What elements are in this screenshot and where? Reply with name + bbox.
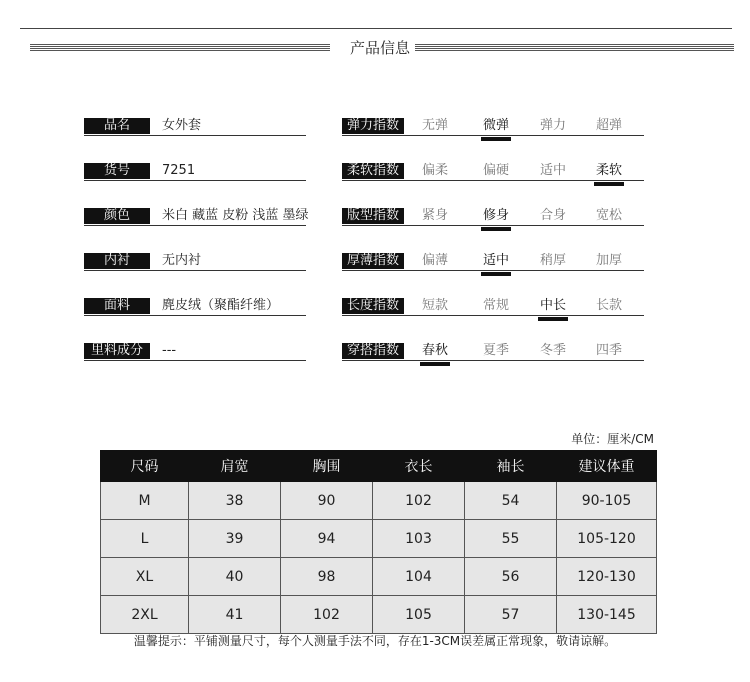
column-header: 肩宽 [189,451,281,482]
index-option: 偏薄 [422,253,449,268]
index-option: 冬季 [540,343,567,358]
index-option: 偏柔 [422,163,449,178]
attribute-label: 面料 [84,298,150,314]
index-label: 穿搭指数 [342,343,404,359]
table-cell: 40 [189,558,281,596]
table-cell: 105-120 [557,520,657,558]
index-label: 长度指数 [342,298,404,314]
index-option: 宽松 [596,208,623,223]
attribute-label: 颜色 [84,208,150,224]
table-cell: 41 [189,596,281,634]
attribute-row [84,298,306,316]
size-table [100,450,657,634]
section-title: 产品信息 [345,39,415,57]
attribute-value: 7251 [162,163,196,178]
attribute-row [84,253,306,271]
column-header: 建议体重 [557,451,657,482]
index-option: 超弹 [596,118,623,133]
index-option-selected: 春秋 [422,343,449,358]
row-underline [84,270,306,271]
index-label: 柔软指数 [342,163,404,179]
column-header: 胸围 [281,451,373,482]
table-cell: 120-130 [557,558,657,596]
row-underline [342,225,644,226]
size-cell: L [101,520,189,558]
index-label: 版型指数 [342,208,404,224]
attribute-value: --- [162,343,177,358]
row-underline [84,360,306,361]
section-title-wrap [30,38,730,58]
index-option: 四季 [596,343,623,358]
table-cell: 130-145 [557,596,657,634]
table-cell: 55 [465,520,557,558]
size-cell: M [101,482,189,520]
index-option-selected: 适中 [483,253,510,268]
attribute-row [84,163,306,181]
row-underline [84,225,306,226]
index-option: 合身 [540,208,567,223]
index-row [342,298,644,316]
attribute-label: 品名 [84,118,150,134]
row-underline [342,270,644,271]
row-underline [84,135,306,136]
attribute-value: 麂皮绒（聚酯纤维） [162,298,280,313]
column-header: 尺码 [101,451,189,482]
table-cell: 94 [281,520,373,558]
attribute-value: 女外套 [162,118,202,133]
index-option: 适中 [540,163,567,178]
table-cell: 56 [465,558,557,596]
unit-label: 单位：厘米/CM [571,432,654,446]
row-underline [84,315,306,316]
index-option: 长款 [596,298,623,313]
index-label: 厚薄指数 [342,253,404,269]
measurement-note: 温馨提示：平铺测量尺寸，每个人测量手法不同，存在1-3CM误差属正常现象，敬请谅解。 [133,634,617,648]
attribute-row [84,343,306,361]
table-cell: 90 [281,482,373,520]
index-row [342,253,644,271]
column-header: 衣长 [373,451,465,482]
attribute-label: 里料成分 [84,343,150,359]
table-cell: 90-105 [557,482,657,520]
size-cell: 2XL [101,596,189,634]
index-option: 紧身 [422,208,449,223]
size-table-header [101,451,657,482]
index-option: 无弹 [422,118,449,133]
index-row [342,208,644,226]
attribute-value: 米白 藏蓝 皮粉 浅蓝 墨绿 [162,208,309,223]
row-underline [342,315,644,316]
row-underline [342,360,644,361]
index-option: 弹力 [540,118,567,133]
attribute-row [84,208,309,226]
index-option-selected: 柔软 [596,163,623,178]
index-option: 偏硬 [483,163,510,178]
table-cell: 103 [373,520,465,558]
table-cell: 57 [465,596,557,634]
table-cell: 38 [189,482,281,520]
attribute-value: 无内衬 [162,253,202,268]
index-option-selected: 微弹 [483,118,510,133]
index-label: 弹力指数 [342,118,404,134]
attribute-label: 内衬 [84,253,150,269]
row-underline [342,135,644,136]
index-row [342,163,644,181]
row-underline [342,180,644,181]
section-header [30,38,730,58]
table-cell: 39 [189,520,281,558]
table-cell: 104 [373,558,465,596]
index-option: 夏季 [483,343,510,358]
attribute-label: 货号 [84,163,150,179]
table-cell: 105 [373,596,465,634]
table-row [101,558,657,596]
top-divider [20,28,732,29]
index-row [342,343,644,361]
table-row [101,596,657,634]
row-underline [84,180,306,181]
index-option-selected: 中长 [540,298,567,313]
table-row [101,520,657,558]
table-cell: 102 [281,596,373,634]
table-row [101,482,657,520]
size-table-body [101,482,657,634]
column-header: 袖长 [465,451,557,482]
index-option: 短款 [422,298,449,313]
table-cell: 98 [281,558,373,596]
index-option: 稍厚 [540,253,567,268]
table-cell: 54 [465,482,557,520]
table-cell: 102 [373,482,465,520]
index-option-selected: 修身 [483,208,510,223]
index-option: 常规 [483,298,510,313]
size-cell: XL [101,558,189,596]
attribute-row [84,118,306,136]
index-option: 加厚 [596,253,623,268]
index-row [342,118,644,136]
